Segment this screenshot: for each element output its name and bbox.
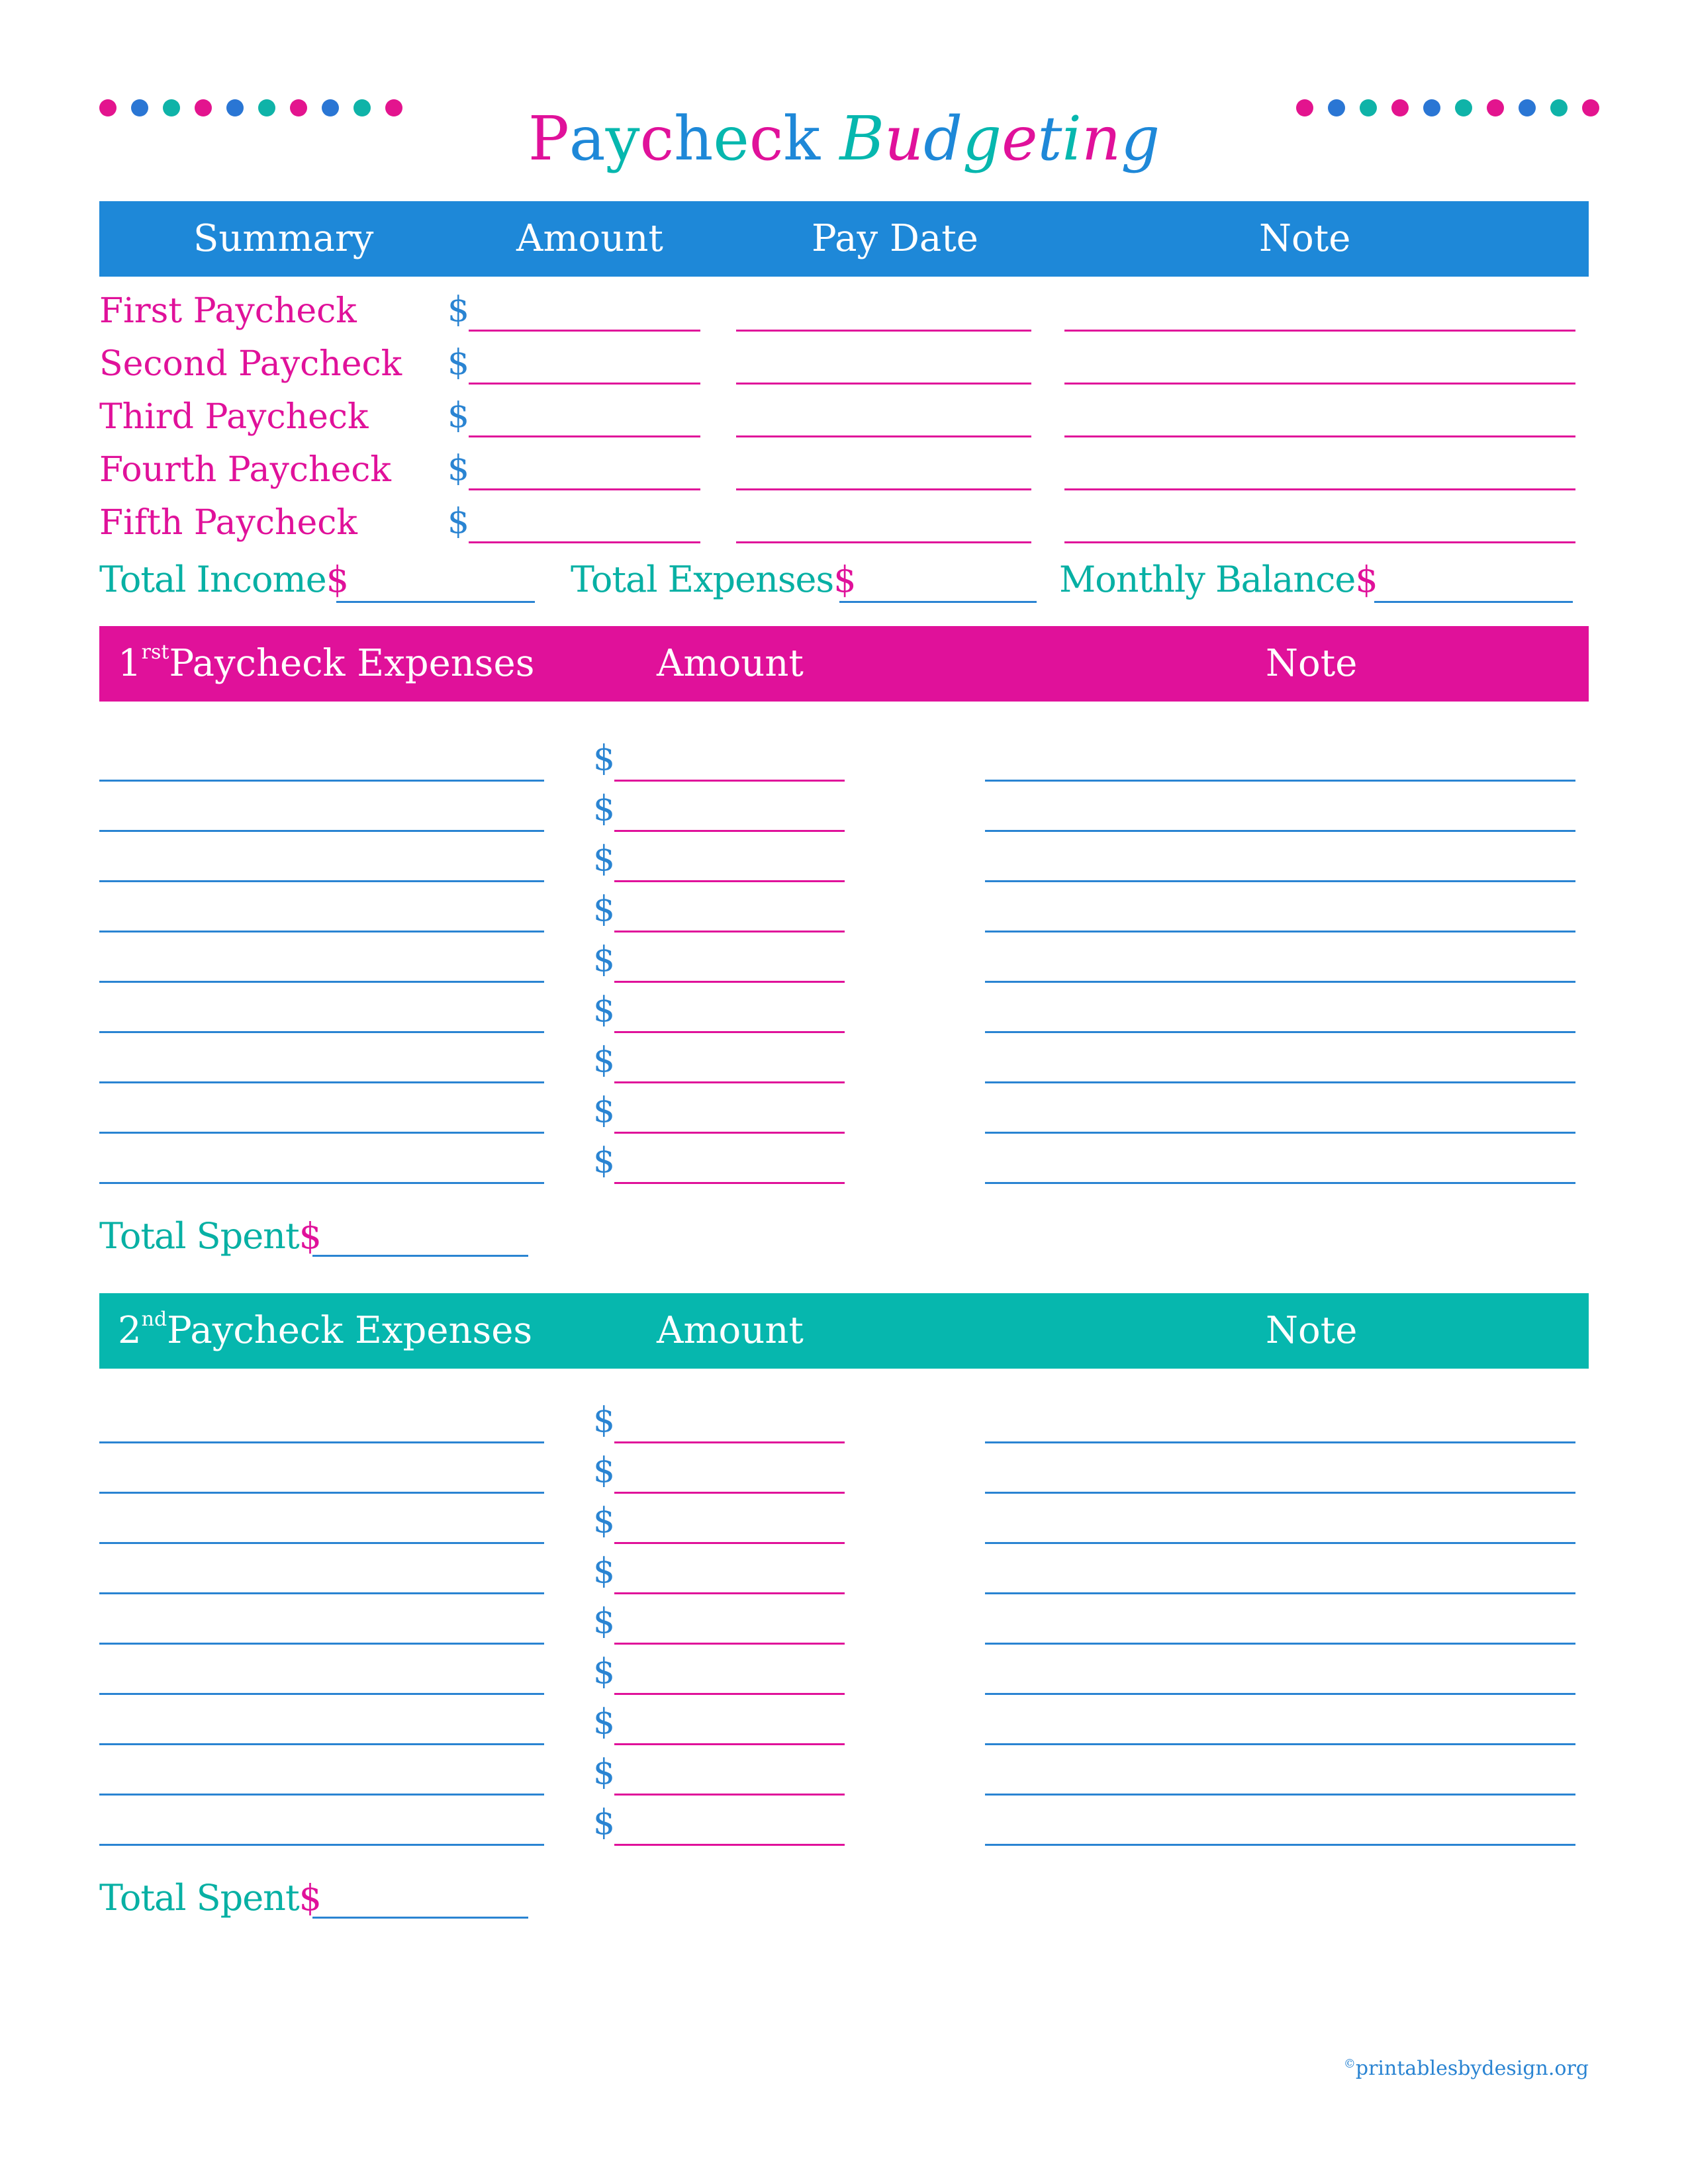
header-amount: Amount — [516, 217, 663, 260]
expense-name-field[interactable] — [99, 780, 544, 782]
title-letter: n — [1081, 103, 1121, 174]
total-expenses-field[interactable] — [839, 601, 1037, 603]
copyright-symbol: © — [1343, 2057, 1356, 2071]
expense-amount-field[interactable] — [614, 931, 845, 933]
summary-note-field[interactable] — [1064, 435, 1575, 437]
summary-amount-field[interactable] — [469, 383, 700, 385]
expense-dollar: $ — [593, 789, 616, 829]
page-title-part1 — [528, 103, 840, 174]
summary-row-dollar: $ — [447, 502, 470, 541]
header-summary: Summary — [193, 217, 374, 260]
expense-name-field[interactable] — [99, 1844, 544, 1846]
monthly-balance-label: Monthly Balance — [1059, 559, 1356, 600]
summary-pay-date-field[interactable] — [736, 435, 1031, 437]
expense-name-field[interactable] — [99, 931, 544, 933]
total-income-label: Total Income — [99, 559, 326, 600]
expenses2-total-label: Total Spent — [99, 1877, 299, 1919]
expense-dollar: $ — [593, 1400, 616, 1440]
expense-name-field[interactable] — [99, 1542, 544, 1544]
total-income-dollar: $ — [326, 559, 349, 600]
expense-dollar: $ — [593, 1040, 616, 1080]
title-letter: e — [713, 103, 749, 174]
expense-dollar: $ — [593, 1501, 616, 1541]
total-expenses-label: Total Expenses — [571, 559, 834, 600]
footer-site: printablesbydesign.org — [1355, 2057, 1589, 2080]
summary-amount-field[interactable] — [469, 541, 700, 543]
summary-row-dollar: $ — [447, 396, 470, 435]
expense-amount-field[interactable] — [614, 1081, 845, 1083]
expense-note-field[interactable] — [985, 1081, 1575, 1083]
title-letter: B — [839, 103, 884, 174]
summary-row-label: Second Paycheck — [99, 344, 402, 384]
expense-amount-field[interactable] — [614, 1794, 845, 1796]
summary-note-field[interactable] — [1064, 488, 1575, 490]
title-letter: a — [569, 103, 606, 174]
monthly-balance-field[interactable] — [1374, 601, 1573, 603]
title-letter: d — [923, 103, 963, 174]
expense-amount-field[interactable] — [614, 780, 845, 782]
expenses1-title — [118, 626, 534, 702]
title-letter: c — [749, 103, 784, 174]
expense-name-field[interactable] — [99, 1794, 544, 1796]
summary-row-label: Fourth Paycheck — [99, 450, 391, 490]
title-letter: g — [1121, 103, 1160, 174]
expense-note-field[interactable] — [985, 931, 1575, 933]
expenses1-total-dollar: $ — [299, 1215, 322, 1257]
expense-name-field[interactable] — [99, 1643, 544, 1645]
summary-row-label: Third Paycheck — [99, 397, 369, 437]
title-letter: t — [1037, 103, 1062, 174]
expenses2-header-bar — [99, 1293, 1589, 1369]
expenses1-total-label: Total Spent — [99, 1215, 299, 1257]
title-letter: g — [962, 103, 1002, 174]
title-letter: e — [1002, 103, 1038, 174]
title-letter: c — [639, 103, 675, 174]
expense-name-field[interactable] — [99, 880, 544, 882]
expense-note-field[interactable] — [985, 1743, 1575, 1745]
summary-row-label: Fifth Paycheck — [99, 503, 357, 543]
expenses1-note-header: Note — [1266, 642, 1358, 685]
expense-dollar: $ — [593, 1091, 616, 1130]
expense-name-field[interactable] — [99, 1492, 544, 1494]
expense-amount-field[interactable] — [614, 1592, 845, 1594]
expense-amount-field[interactable] — [614, 1693, 845, 1695]
expenses1-suffix: rst — [141, 641, 169, 664]
expense-dollar: $ — [593, 990, 616, 1030]
summary-header-bar — [99, 201, 1589, 277]
summary-amount-field[interactable] — [469, 488, 700, 490]
expense-amount-field[interactable] — [614, 1743, 845, 1745]
expense-amount-field[interactable] — [614, 830, 845, 832]
expenses2-suffix: nd — [141, 1308, 167, 1331]
summary-note-field[interactable] — [1064, 541, 1575, 543]
expense-dollar: $ — [593, 1803, 616, 1843]
expense-name-field[interactable] — [99, 1592, 544, 1594]
expense-amount-field[interactable] — [614, 1132, 845, 1134]
expense-amount-field[interactable] — [614, 1031, 845, 1033]
monthly-balance — [1059, 559, 1378, 600]
expense-dollar: $ — [593, 1551, 616, 1591]
page-title-part2 — [839, 103, 1160, 174]
expense-name-field[interactable] — [99, 1441, 544, 1443]
expense-note-field[interactable] — [985, 1794, 1575, 1796]
expense-name-field[interactable] — [99, 981, 544, 983]
expense-name-field[interactable] — [99, 1132, 544, 1134]
title-letter: P — [528, 103, 569, 174]
expense-dollar: $ — [593, 1752, 616, 1792]
expenses2-note-header: Note — [1266, 1309, 1358, 1352]
expense-note-field[interactable] — [985, 1693, 1575, 1695]
monthly-balance-dollar: $ — [1355, 559, 1378, 600]
expenses1-ordinal: 1 — [118, 642, 142, 685]
summary-pay-date-field[interactable] — [736, 383, 1031, 385]
page-title — [0, 99, 1688, 179]
expense-dollar: $ — [593, 889, 616, 929]
title-letter: i — [1062, 103, 1082, 174]
expense-dollar: $ — [593, 739, 616, 778]
expense-name-field[interactable] — [99, 830, 544, 832]
summary-row-dollar: $ — [447, 290, 470, 330]
header-note: Note — [1259, 217, 1351, 260]
expense-amount-field[interactable] — [614, 1441, 845, 1443]
footer-credit — [1344, 2057, 1589, 2080]
title-letter: u — [884, 103, 924, 174]
summary-note-field[interactable] — [1064, 383, 1575, 385]
expense-note-field[interactable] — [985, 880, 1575, 882]
total-income — [99, 559, 348, 600]
expense-amount-field[interactable] — [614, 1844, 845, 1846]
expenses2-label: Paycheck Expenses — [167, 1309, 533, 1352]
expense-note-field[interactable] — [985, 981, 1575, 983]
expenses2-total-dollar: $ — [299, 1877, 322, 1919]
expense-note-field[interactable] — [985, 1441, 1575, 1443]
expense-note-field[interactable] — [985, 1542, 1575, 1544]
expenses2-total-spent — [99, 1877, 321, 1919]
expense-note-field[interactable] — [985, 830, 1575, 832]
expense-amount-field[interactable] — [614, 880, 845, 882]
summary-row-dollar: $ — [447, 343, 470, 383]
summary-pay-date-field[interactable] — [736, 541, 1031, 543]
expense-dollar: $ — [593, 1702, 616, 1742]
expense-amount-field[interactable] — [614, 981, 845, 983]
expense-dollar: $ — [593, 1451, 616, 1490]
total-expenses — [571, 559, 856, 600]
total-expenses-dollar: $ — [833, 559, 856, 600]
expenses1-header-bar — [99, 626, 1589, 702]
expense-dollar: $ — [593, 1141, 616, 1181]
expense-name-field[interactable] — [99, 1182, 544, 1184]
expenses1-total-spent — [99, 1215, 321, 1257]
expense-note-field[interactable] — [985, 1844, 1575, 1846]
expense-note-field[interactable] — [985, 1492, 1575, 1494]
expenses1-total-field[interactable] — [312, 1255, 528, 1257]
expenses1-amount-header: Amount — [657, 642, 804, 685]
expense-dollar: $ — [593, 1602, 616, 1641]
summary-amount-field[interactable] — [469, 330, 700, 332]
summary-pay-date-field[interactable] — [736, 488, 1031, 490]
total-income-field[interactable] — [336, 601, 535, 603]
title-letter: y — [605, 103, 640, 174]
summary-row-label: First Paycheck — [99, 291, 357, 331]
expense-name-field[interactable] — [99, 1693, 544, 1695]
expense-name-field[interactable] — [99, 1081, 544, 1083]
summary-amount-field[interactable] — [469, 435, 700, 437]
expense-note-field[interactable] — [985, 1031, 1575, 1033]
expense-note-field[interactable] — [985, 1643, 1575, 1645]
expense-dollar: $ — [593, 1652, 616, 1692]
expense-dollar: $ — [593, 839, 616, 879]
title-letter: k — [783, 103, 821, 174]
summary-note-field[interactable] — [1064, 330, 1575, 332]
header-pay-date: Pay Date — [812, 217, 978, 260]
expenses2-title — [118, 1293, 532, 1369]
expense-note-field[interactable] — [985, 1592, 1575, 1594]
expense-name-field[interactable] — [99, 1743, 544, 1745]
expenses2-amount-header: Amount — [657, 1309, 804, 1352]
expenses1-label: Paycheck Expenses — [169, 642, 535, 685]
expense-amount-field[interactable] — [614, 1492, 845, 1494]
expense-note-field[interactable] — [985, 1132, 1575, 1134]
expense-note-field[interactable] — [985, 780, 1575, 782]
expense-amount-field[interactable] — [614, 1643, 845, 1645]
expenses2-total-field[interactable] — [312, 1917, 528, 1919]
summary-row-dollar: $ — [447, 449, 470, 488]
expense-amount-field[interactable] — [614, 1542, 845, 1544]
expense-name-field[interactable] — [99, 1031, 544, 1033]
expense-amount-field[interactable] — [614, 1182, 845, 1184]
summary-pay-date-field[interactable] — [736, 330, 1031, 332]
expense-note-field[interactable] — [985, 1182, 1575, 1184]
expenses2-ordinal: 2 — [118, 1309, 142, 1352]
title-letter: h — [674, 103, 714, 174]
expense-dollar: $ — [593, 940, 616, 979]
